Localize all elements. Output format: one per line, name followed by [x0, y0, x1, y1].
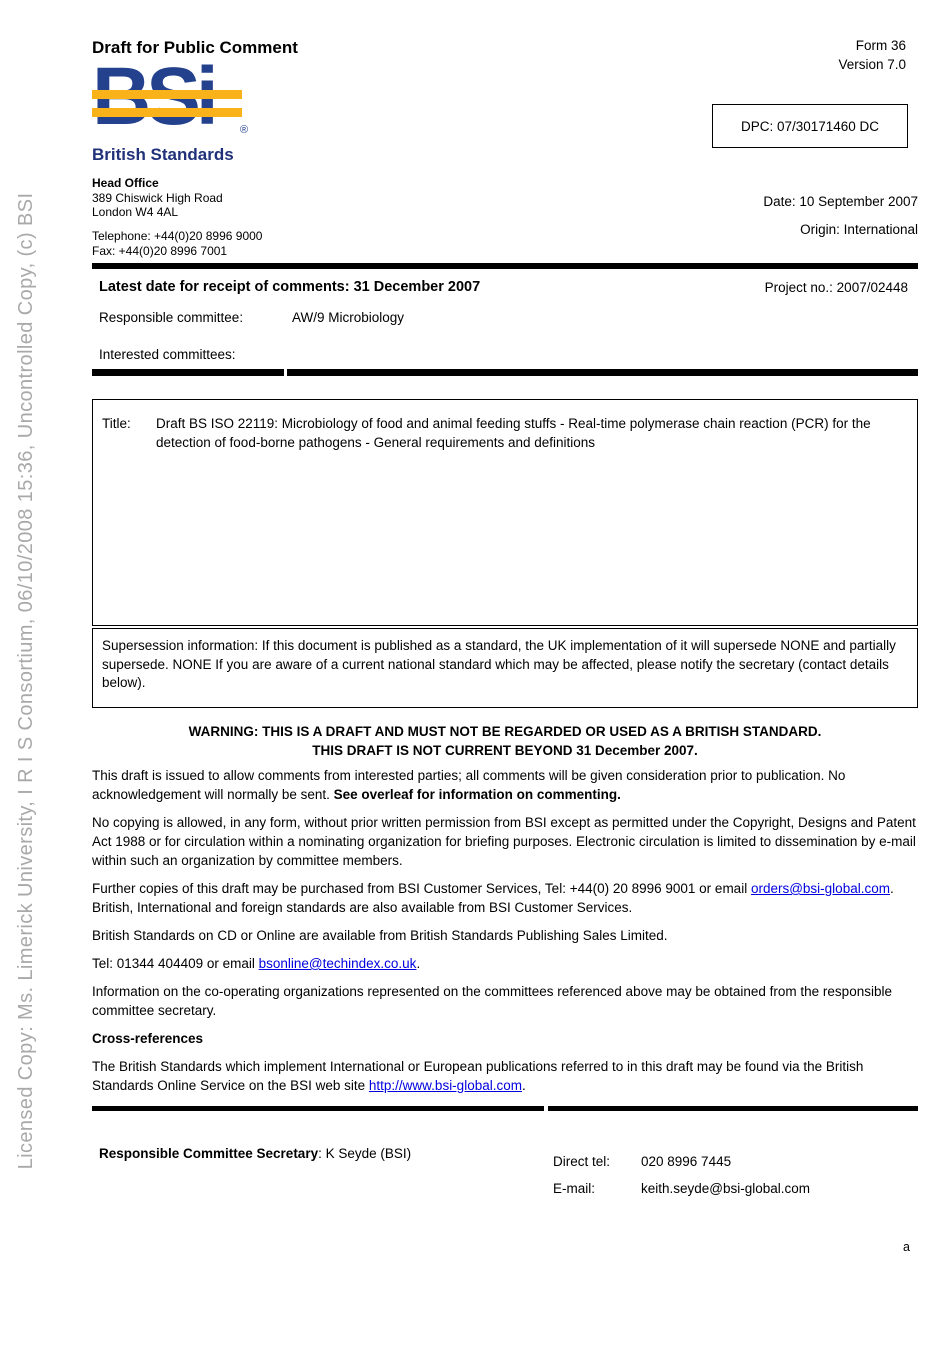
paragraph-tel-text-2: . [416, 956, 421, 971]
secretary-contact-block [553, 1148, 810, 1202]
warning-line-1: WARNING: THIS IS A DRAFT AND MUST NOT BE REGARDED OR USED AS A BRITISH STANDARD. [188, 724, 822, 739]
divider [92, 1106, 544, 1111]
registered-trademark-icon: ® [240, 124, 249, 136]
paragraph-comments-text: This draft is issued to allow comments from interested parties; all comments will be given consideration prior to publication. No acknowledgement will normally be sent. [92, 768, 846, 802]
form-version-block [838, 36, 906, 74]
paragraph-cd-online: British Standards on CD or Online are available from British Standards Publishing Sales Limited. [92, 928, 668, 943]
secretary-label: Responsible Committee Secretary [99, 1146, 319, 1161]
paragraph-cross-references [92, 1057, 918, 1095]
divider [92, 369, 284, 376]
direct-tel-value: 020 8996 7445 [641, 1154, 732, 1169]
paragraph-tel [92, 954, 918, 973]
responsible-committee-row [99, 310, 404, 325]
secretary-value: : K Seyde (BSI) [318, 1146, 412, 1161]
dpc-number-box [712, 104, 908, 148]
license-watermark: Licensed Copy: Ms. Limerick University, I R I S Consortium, 06/10/2008 15:36, Uncontrolled Copy, (c) BSI [15, 192, 37, 1170]
head-office-title: Head Office [92, 176, 159, 190]
document-date: Date: 10 September 2007 [763, 194, 918, 209]
dpc-number: DPC: 07/30171460 DC [740, 118, 880, 134]
bsi-logo-subtitle: British Standards [92, 145, 234, 164]
head-office-address1: 389 Chiswick High Road [92, 190, 223, 205]
divider [287, 369, 918, 376]
bsi-logo-stripe [92, 90, 242, 99]
interested-committees-label: Interested committees: [99, 347, 236, 362]
email-row [553, 1175, 810, 1202]
responsible-committee-label: Responsible committee: [99, 310, 244, 325]
paragraph-tel-text: Tel: 01344 404409 or email [92, 956, 259, 971]
telephone-line: Telephone: +44(0)20 8996 9000 [92, 229, 263, 243]
supersession-box [92, 628, 918, 708]
body-text [92, 766, 918, 1104]
cross-references-heading: Cross-references [92, 1031, 204, 1046]
date-origin-block [763, 188, 918, 244]
warning-notice [92, 722, 918, 760]
paragraph-cross-references-text-2: . [521, 1078, 526, 1093]
title-box [92, 399, 918, 626]
bsonline-email-link[interactable]: bsonline@techindex.co.uk [258, 956, 417, 971]
form-version: Version 7.0 [838, 57, 906, 72]
telephone-fax-block [92, 229, 262, 258]
latest-date-heading: Latest date for receipt of comments: 31 December 2007 [99, 279, 481, 295]
fax-line: Fax: +44(0)20 8996 7001 [92, 243, 228, 258]
direct-tel-label: Direct tel: [553, 1154, 611, 1169]
divider [548, 1106, 918, 1111]
paragraph-comments-bold: See overleaf for information on commenting. [333, 787, 621, 802]
bsi-website-link[interactable]: http://www.bsi-global.com [368, 1078, 522, 1093]
bsi-logo-stripe [92, 108, 242, 117]
head-office-address2: London W4 4AL [92, 205, 179, 219]
email-label: E-mail: [553, 1181, 596, 1196]
paragraph-copies-text: Further copies of this draft may be purchased from BSI Customer Services, Tel: +44(0) 20 8996 9001 or email [92, 881, 751, 896]
paragraph-copies [92, 879, 918, 917]
title-label: Title: [102, 416, 131, 431]
document-origin: Origin: International [800, 222, 918, 237]
bsi-logo [92, 62, 262, 167]
head-office-block [92, 176, 223, 220]
direct-tel-row [553, 1148, 810, 1175]
paragraph-copyright: No copying is allowed, in any form, without prior written permission from BSI except as permitted under the Copyright, Designs and Patent Act 1988 or for circulation within a nominating organization for briefing purposes. Electronic circulation is limited to dissemination by e-mail within such an organization by committee members. [92, 815, 916, 868]
page-marker: a [903, 1240, 910, 1254]
secretary-row [99, 1146, 411, 1161]
paragraph-cross-references-text: The British Standards which implement International or European publications referred to in this draft may be found via the British Standards Online Service on the BSI web site [92, 1059, 864, 1093]
page-title: Draft for Public Comment [92, 38, 298, 57]
project-number: Project no.: 2007/02448 [764, 280, 908, 295]
paragraph-comments [92, 766, 918, 804]
form-number: Form 36 [855, 38, 906, 53]
supersession-text: Supersession information: If this document is published as a standard, the UK implementation of it will supersede NONE and partially supersede. NONE If you are aware of a current national standard which may be affected, please notify the secretary (contact details below). [102, 638, 896, 690]
warning-line-2: THIS DRAFT IS NOT CURRENT BEYOND 31 December 2007. [312, 743, 698, 758]
email-value: keith.seyde@bsi-global.com [641, 1181, 811, 1196]
title-text: Draft BS ISO 22119: Microbiology of food and animal feeding stuffs - Real-time polymerase chain reaction (PCR) for the detection of food-borne pathogens - General requirements and definitions [156, 416, 871, 450]
divider [92, 263, 918, 269]
paragraph-copies-text-2: . British, International and foreign standards are also available from BSI Customer Services. [92, 881, 894, 915]
orders-email-link[interactable]: orders@bsi-global.com [750, 881, 890, 896]
responsible-committee-value: AW/9 Microbiology [292, 310, 405, 325]
paragraph-cooperating: Information on the co-operating organizations represented on the committees referenced above may be obtained from the responsible committee secretary. [92, 984, 892, 1018]
